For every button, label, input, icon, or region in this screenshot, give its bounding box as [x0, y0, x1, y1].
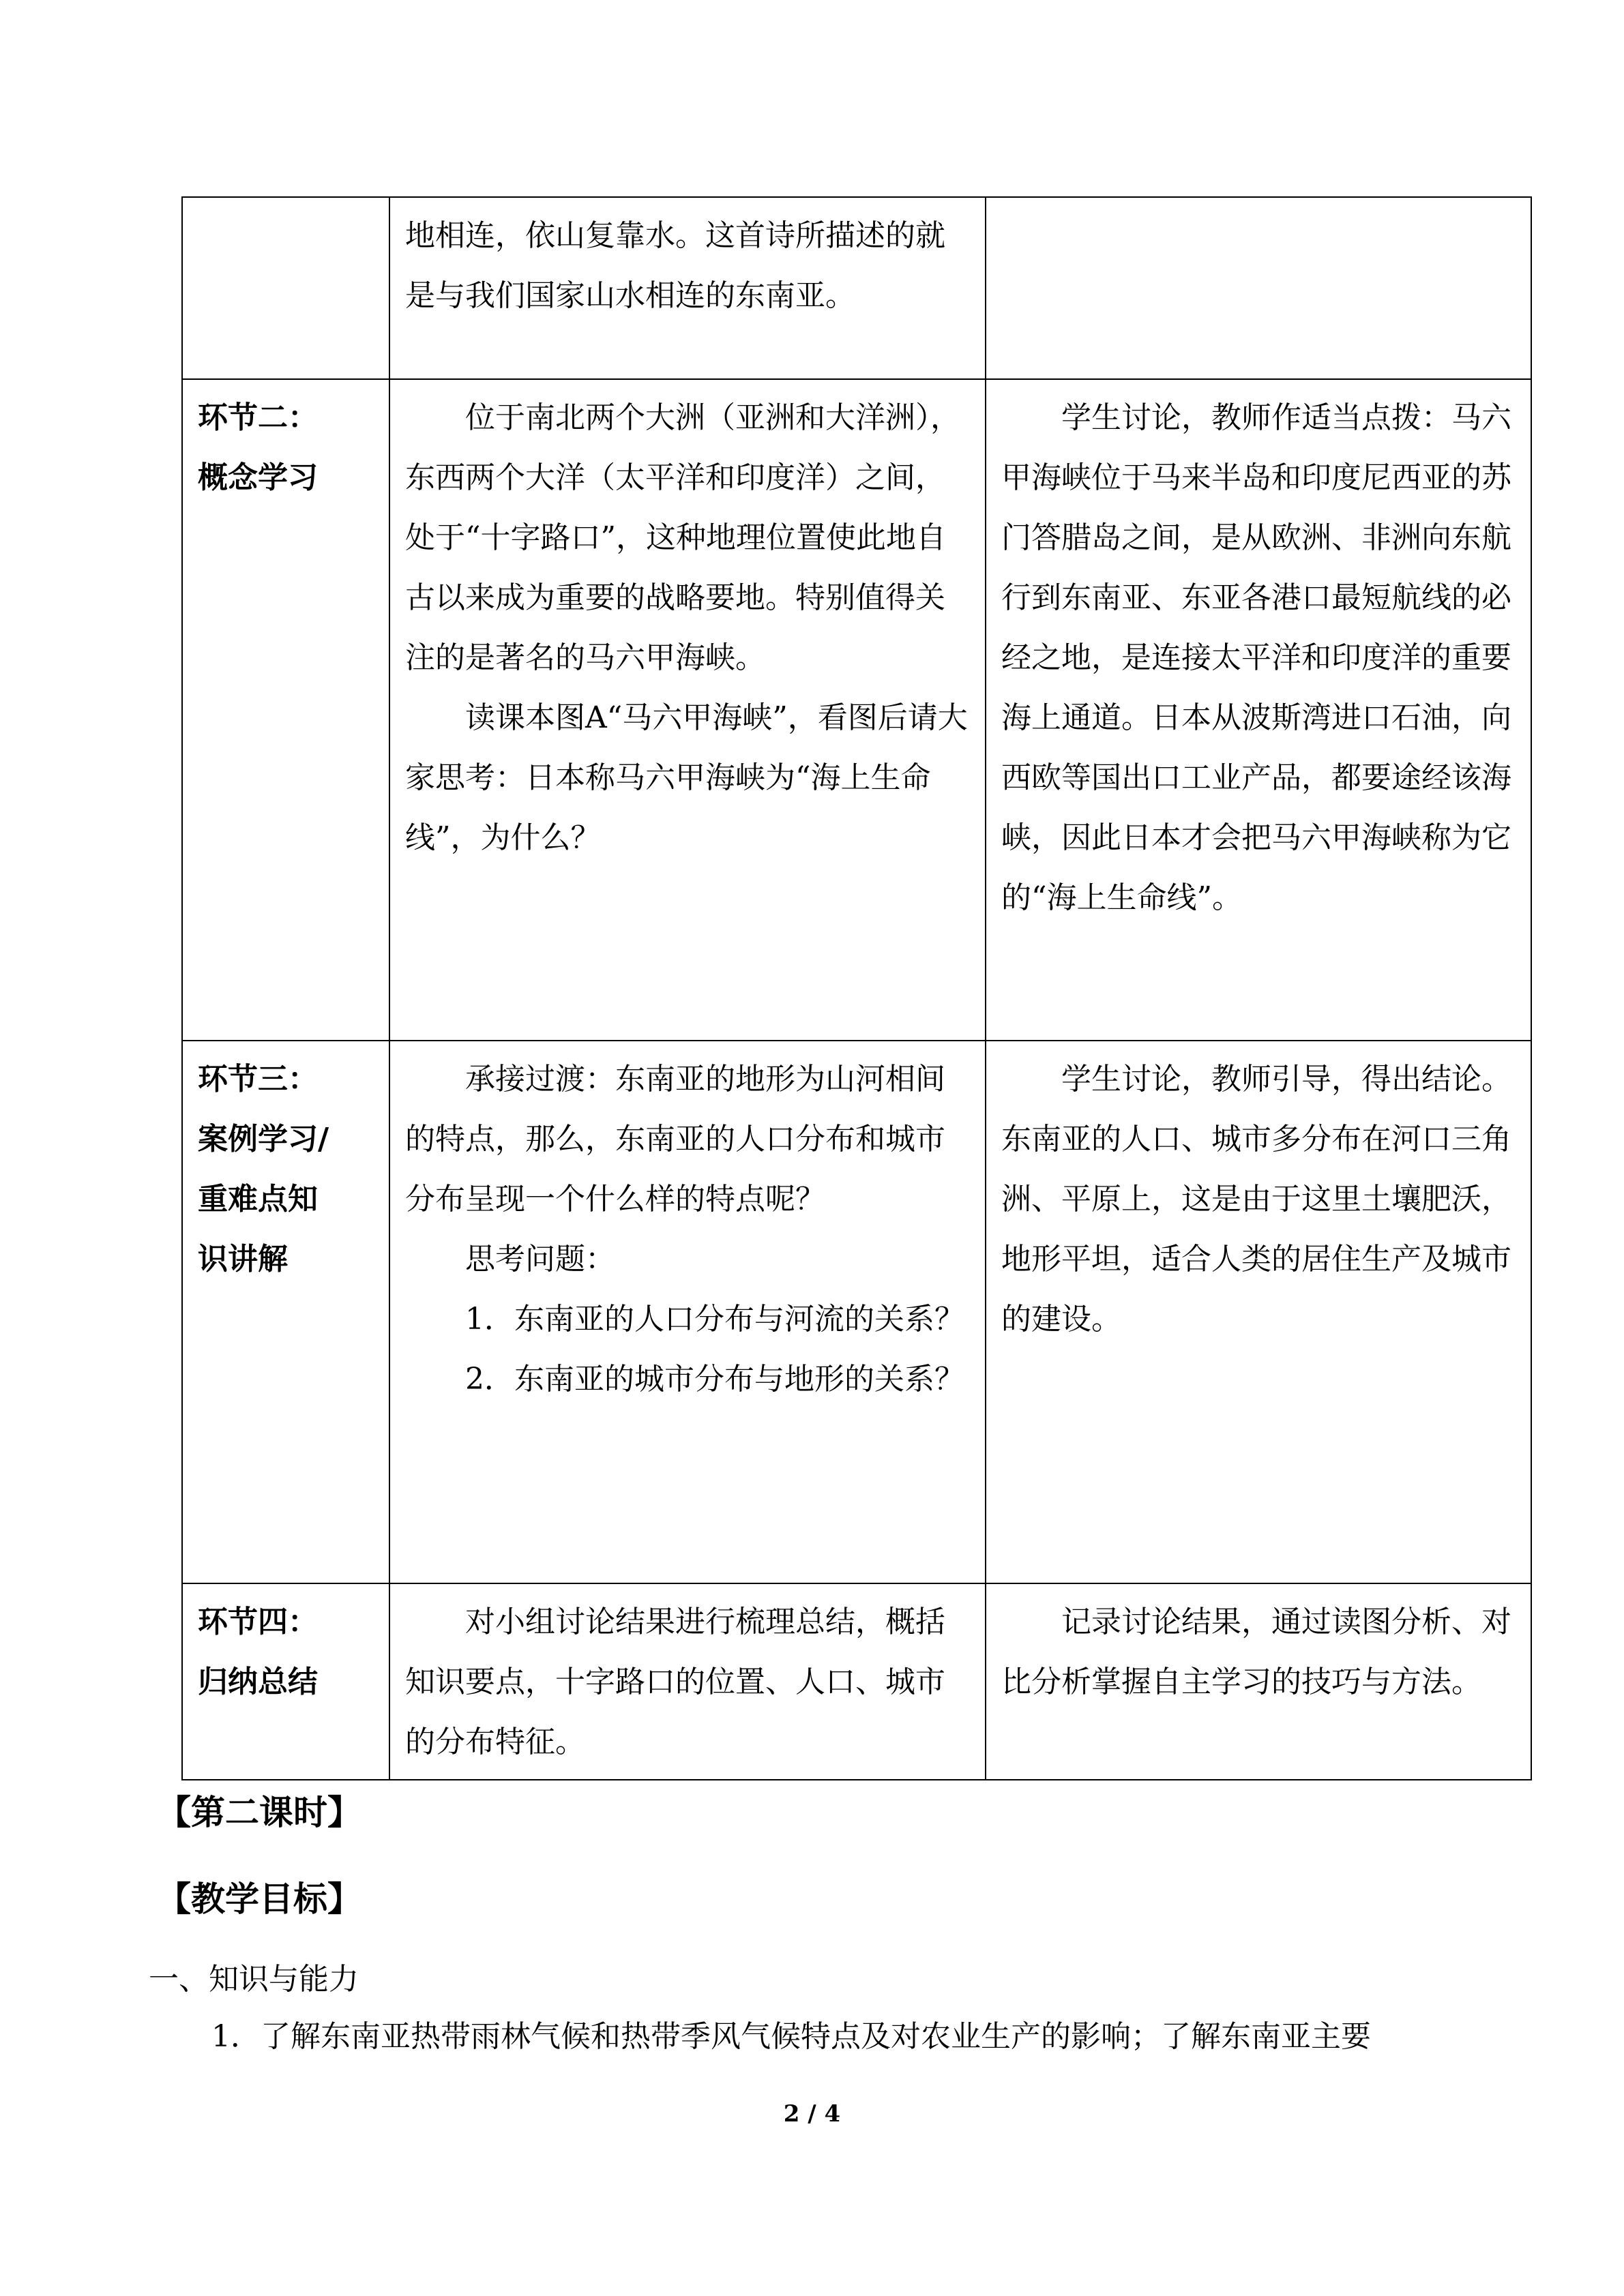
- stage-label: 归纳总结: [198, 1665, 318, 1699]
- table-row: [182, 197, 1531, 379]
- table-row: [182, 379, 1531, 1041]
- lesson-table: [181, 196, 1532, 1780]
- stage-label: 概念学习: [198, 460, 318, 495]
- teacher-paragraph: 思考问题：: [465, 1242, 615, 1277]
- section-knowledge-ability: 一、知识与能力: [149, 1962, 359, 1997]
- stage-label: 环节二：: [198, 400, 318, 435]
- stage-cell: [182, 1583, 389, 1780]
- teacher-activity-cell: [389, 197, 986, 379]
- teacher-paragraph: 承接过渡：东南亚的地形为山河相间的特点，那么，东南亚的人口分布和城市分布呈现一个什么样的特点呢？: [405, 1062, 945, 1217]
- teacher-paragraph: 1．东南亚的人口分布与河流的关系？: [465, 1302, 964, 1337]
- stage-label: 重难点知: [198, 1182, 318, 1217]
- stage-label: 环节三：: [198, 1062, 318, 1097]
- stage-cell: [182, 1041, 389, 1583]
- teacher-paragraph: 地相连，依山复靠水。这首诗所描述的就是与我们国家山水相连的东南亚。: [405, 218, 945, 313]
- heading-teaching-objectives: 【教学目标】: [157, 1879, 361, 1919]
- table-body: [182, 197, 1531, 1780]
- stage-cell: [182, 379, 389, 1041]
- table-row: [182, 1041, 1531, 1583]
- student-activity-cell: [986, 197, 1531, 379]
- stage-label: 识讲解: [198, 1242, 288, 1277]
- teacher-activity-cell: [389, 379, 986, 1041]
- student-paragraph: 学生讨论，教师作适当点拨：马六甲海峡位于马来半岛和印度尼西亚的苏门答腊岛之间，是从欧洲、非洲向东航行到东南亚、东亚各港口最短航线的必经之地，是连接太平洋和印度洋的重要海上通道。日本从波斯湾进口石油，向西欧等国出口工业产品，都要途经该海峡，因此日本才会把马六甲海峡称为它的“海上生命线”。: [1001, 400, 1511, 915]
- stage-label: 案例学习/: [198, 1122, 329, 1157]
- teacher-paragraph: 位于南北两个大洲（亚洲和大洋洲），东西两个大洋（太平洋和印度洋）之间，处于“十字路口”，这种地理位置使此地自古以来成为重要的战略要地。特别值得关注的是著名的马六甲海峡。: [405, 400, 960, 675]
- student-paragraph: 记录讨论结果，通过读图分析、对比分析掌握自主学习的技巧与方法。: [1001, 1605, 1511, 1699]
- student-activity-cell: [986, 1041, 1531, 1583]
- teacher-paragraph: 2．东南亚的城市分布与地形的关系？: [465, 1362, 964, 1397]
- student-activity-cell: [986, 379, 1531, 1041]
- student-paragraph: 学生讨论，教师引导，得出结论。东南亚的人口、城市多分布在河口三角洲、平原上，这是由于这里土壤肥沃，地形平坦，适合人类的居住生产及城市的建设。: [1001, 1062, 1511, 1337]
- teacher-activity-cell: [389, 1583, 986, 1780]
- stage-label: 环节四：: [198, 1605, 318, 1639]
- page-number: 2 / 4: [783, 2100, 841, 2128]
- teacher-paragraph: 读课本图A“马六甲海峡”，看图后请大家思考：日本称马六甲海峡为“海上生命线”，为什么？: [405, 700, 968, 855]
- teacher-paragraph: 对小组讨论结果进行梳理总结，概括知识要点，十字路口的位置、人口、城市的分布特征。: [405, 1605, 945, 1759]
- student-activity-cell: [986, 1583, 1531, 1780]
- table-row: [182, 1583, 1531, 1780]
- teacher-activity-cell: [389, 1041, 986, 1583]
- stage-cell: [182, 197, 389, 379]
- heading-lesson-two: 【第二课时】: [157, 1793, 361, 1832]
- objective-item-1: 1．了解东南亚热带雨林气候和热带季风气候特点及对农业生产的影响；了解东南亚主要: [211, 2019, 1371, 2054]
